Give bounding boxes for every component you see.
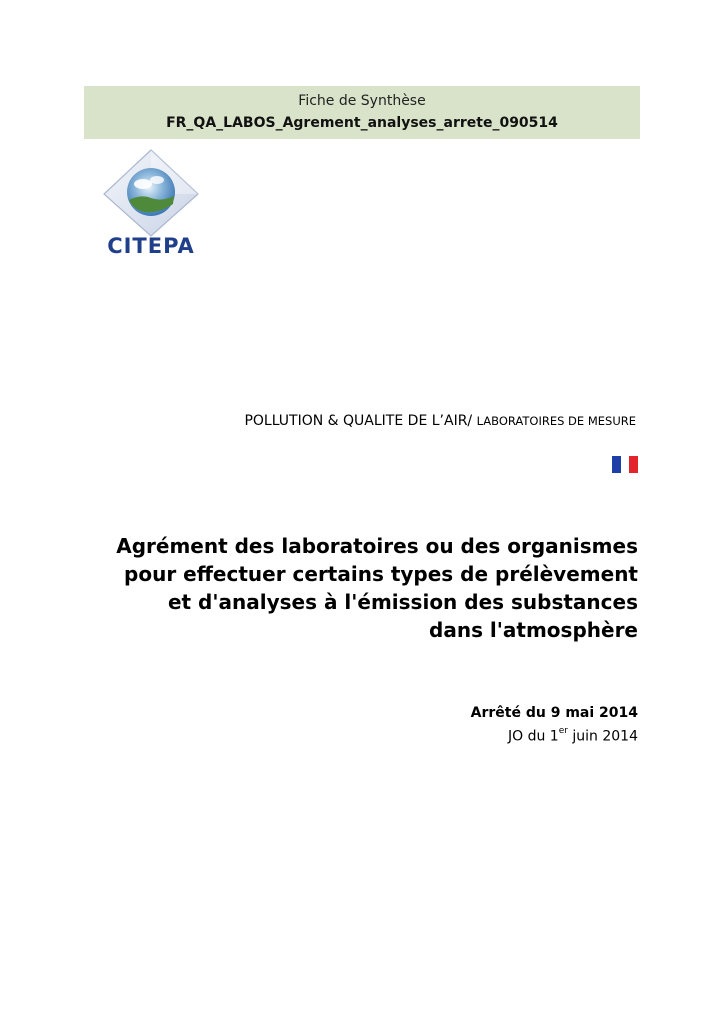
french-flag-icon: [612, 456, 638, 473]
category-main: POLLUTION & QUALITE DE L’AIR/: [244, 413, 477, 429]
journal-suffix: juin 2014: [567, 728, 638, 745]
decree-date: Arrêté du 9 mai 2014: [470, 705, 638, 721]
flag-red-stripe: [629, 456, 638, 473]
title-line-1: Agrément des laboratoires ou des organismes: [116, 534, 638, 558]
citepa-logo-text: CITEPA: [107, 234, 195, 258]
journal-ordinal-sup: er: [558, 726, 568, 736]
journal-officiel-date: [508, 723, 638, 747]
citepa-logo: [96, 148, 206, 264]
document-category: [244, 413, 636, 429]
title-line-4: dans l'atmosphère: [429, 618, 638, 642]
citepa-diamond-globe-logo-icon: [96, 148, 206, 238]
header-doc-reference: FR_QA_LABOS_Agrement_analyses_arrete_090514: [166, 115, 558, 131]
title-line-3: et d'analyses à l'émission des substances: [167, 590, 638, 614]
header-doc-type: Fiche de Synthèse: [298, 93, 426, 109]
title-line-2: pour effectuer certains types de prélèvement: [124, 562, 638, 586]
document-header-band: [84, 86, 640, 139]
document-title: [78, 532, 638, 644]
flag-blue-stripe: [612, 456, 621, 473]
category-sub: LABORATOIRES DE MESURE: [476, 414, 636, 428]
journal-prefix: JO du 1: [507, 728, 559, 745]
flag-white-stripe: [621, 456, 630, 473]
